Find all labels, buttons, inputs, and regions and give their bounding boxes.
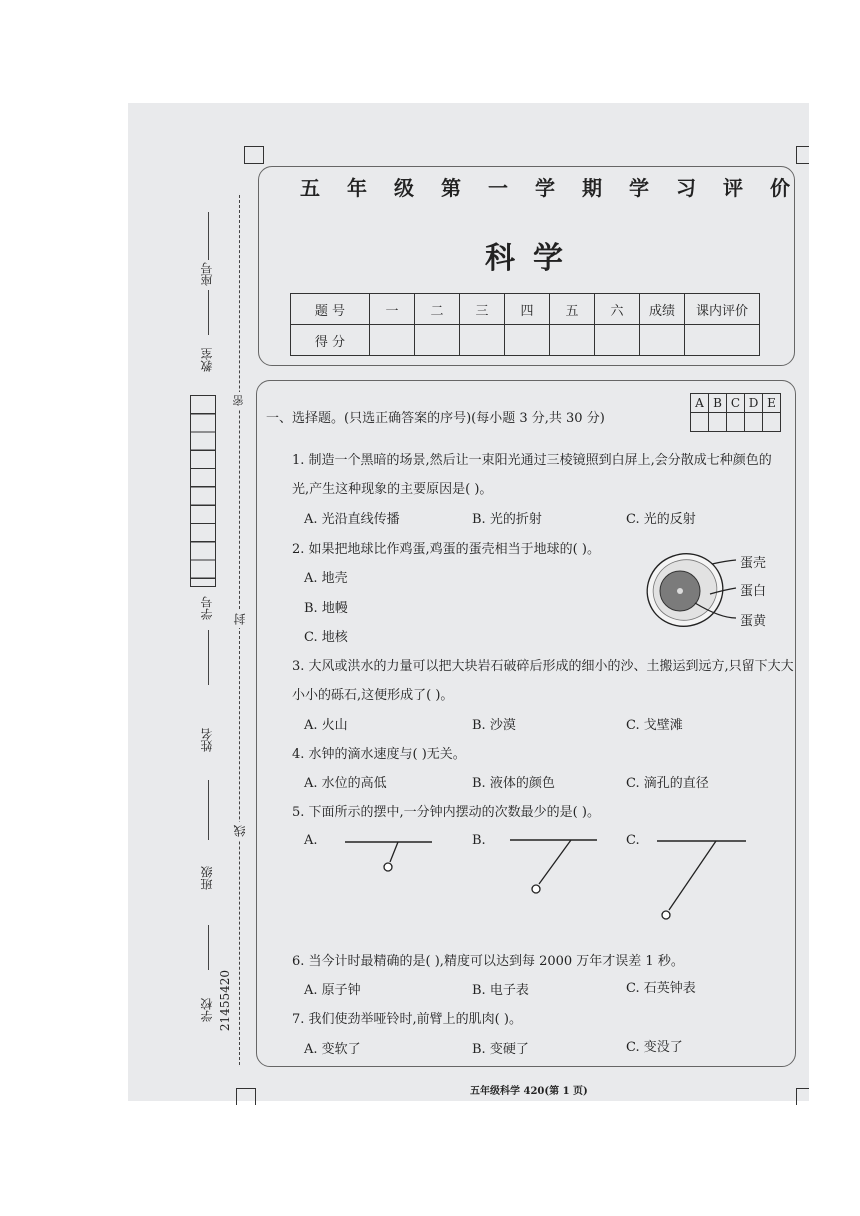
- question-4-option-b[interactable]: B. 液体的颜色: [472, 776, 555, 791]
- grade-cell: C: [727, 394, 745, 413]
- question-2-option-b[interactable]: B. 地幔: [304, 601, 348, 616]
- question-6-option-b[interactable]: B. 电子表: [472, 983, 529, 998]
- section-heading: 一、选择题。(只选正确答案的序号)(每小题 3 分,共 30 分): [266, 411, 605, 426]
- school-label: 学校: [200, 998, 214, 1022]
- question-3-stem: 3. 大风或洪水的力量可以把大块岩石破碎后形成的细小的沙、土搬运到远方,只留下大大: [292, 659, 794, 674]
- room-label: 教室: [200, 348, 214, 372]
- score-entry-cell[interactable]: [640, 325, 685, 356]
- score-header-cell: 四: [505, 294, 550, 325]
- binding-dashed-line: [239, 195, 240, 1065]
- score-entry-cell[interactable]: [685, 325, 760, 356]
- title-char: 习: [676, 176, 696, 200]
- pendulum-b-diagram: [505, 834, 605, 899]
- score-row-label: 得 分: [291, 325, 370, 356]
- title-char: 级: [394, 176, 414, 200]
- question-1-option-c[interactable]: C. 光的反射: [626, 512, 696, 527]
- class-label: 班级: [200, 866, 214, 890]
- question-2-option-a[interactable]: A. 地壳: [304, 571, 348, 586]
- title-char: 第: [441, 176, 461, 200]
- pendulum-c-diagram: [652, 834, 752, 926]
- question-6-stem: 6. 当今计时最精确的是( ),精度可以达到每 2000 万年才误差 1 秒。: [292, 954, 684, 969]
- subject-title: 科学: [485, 241, 581, 276]
- question-1-option-a[interactable]: A. 光沿直线传播: [304, 512, 400, 527]
- title-char: 一: [488, 176, 508, 200]
- score-entry-cell[interactable]: [370, 325, 415, 356]
- student-number-boxes[interactable]: [190, 395, 216, 587]
- seal-label-xian: 线: [231, 822, 248, 840]
- title-char: 学: [535, 176, 555, 200]
- title-char: 评: [723, 176, 743, 200]
- question-7-stem: 7. 我们使劲举哑铃时,前臂上的肌肉( )。: [292, 1012, 522, 1027]
- question-2-option-c[interactable]: C. 地核: [304, 630, 348, 645]
- score-header-cell: 成绩: [640, 294, 685, 325]
- score-entry-cell[interactable]: [460, 325, 505, 356]
- score-entry-cell[interactable]: [550, 325, 595, 356]
- question-3-stem-cont: 小小的砾石,这便形成了( )。: [292, 688, 454, 703]
- room-field-line: [208, 290, 209, 335]
- registration-mark-top-right: [796, 146, 809, 164]
- question-3-option-a[interactable]: A. 火山: [304, 718, 348, 733]
- grade-cell: D: [745, 394, 763, 413]
- grade-mark-cell[interactable]: [691, 413, 709, 432]
- score-header-cell: 六: [595, 294, 640, 325]
- shell-pointer: [712, 560, 736, 564]
- title-char: 期: [582, 176, 602, 200]
- seal-label-mi: 密: [231, 392, 247, 409]
- title-char: 五: [300, 176, 320, 200]
- class-field-line[interactable]: [208, 780, 209, 840]
- question-4-stem: 4. 水钟的滴水速度与( )无关。: [292, 747, 466, 762]
- question-2-stem: 2. 如果把地球比作鸡蛋,鸡蛋的蛋壳相当于地球的( )。: [292, 542, 600, 557]
- seat-label: 座号: [200, 262, 214, 286]
- score-header-cell: 二: [415, 294, 460, 325]
- grade-mark-cell[interactable]: [709, 413, 727, 432]
- question-1-option-b[interactable]: B. 光的折射: [472, 512, 542, 527]
- score-table: [290, 293, 760, 356]
- score-entry-cell[interactable]: [595, 325, 640, 356]
- registration-mark-bottom-left: [236, 1088, 256, 1105]
- seat-field-line: [208, 212, 209, 260]
- question-7-option-c[interactable]: C. 变没了: [626, 1040, 683, 1055]
- question-5-option-a[interactable]: A.: [304, 833, 318, 848]
- question-5-option-b[interactable]: B.: [472, 833, 486, 848]
- registration-mark-top-left: [244, 146, 264, 164]
- question-3-option-b[interactable]: B. 沙漠: [472, 718, 516, 733]
- egg-yolk-center: [677, 588, 683, 594]
- exam-title: [300, 172, 790, 201]
- egg-label-shell: 蛋壳: [740, 556, 767, 571]
- grade-cell: E: [763, 394, 781, 413]
- question-1-stem: 1. 制造一个黑暗的场景,然后让一束阳光通过三棱镜照到白屏上,会分散成七种颜色的: [292, 453, 772, 468]
- grade-table: [690, 393, 781, 432]
- question-6-option-c[interactable]: C. 石英钟表: [626, 981, 696, 996]
- question-4-option-a[interactable]: A. 水位的高低: [304, 776, 387, 791]
- question-5-option-c[interactable]: C.: [626, 833, 640, 848]
- score-entry-cell[interactable]: [505, 325, 550, 356]
- registration-mark-bottom-right: [796, 1088, 809, 1105]
- page-footer: 五年级科学 420(第 1 页): [470, 1086, 588, 1097]
- grade-mark-cell[interactable]: [727, 413, 745, 432]
- grade-mark-cell[interactable]: [763, 413, 781, 432]
- score-header-cell: 课内评价: [685, 294, 760, 325]
- pendulum-a-diagram: [340, 834, 440, 884]
- name-field-line[interactable]: [208, 630, 209, 685]
- question-6-option-a[interactable]: A. 原子钟: [304, 983, 361, 998]
- egg-label-white: 蛋白: [740, 584, 767, 599]
- title-char: 学: [629, 176, 649, 200]
- question-7-option-a[interactable]: A. 变软了: [304, 1042, 361, 1057]
- student-number-label: 学号: [200, 596, 214, 620]
- question-5-stem: 5. 下面所示的摆中,一分钟内摆动的次数最少的是( )。: [292, 805, 600, 820]
- name-label: 姓名: [200, 728, 214, 752]
- score-entry-cell[interactable]: [415, 325, 460, 356]
- title-char: 年: [347, 176, 367, 200]
- question-3-option-c[interactable]: C. 戈壁滩: [626, 718, 683, 733]
- score-header-cell: 三: [460, 294, 505, 325]
- grade-mark-cell[interactable]: [745, 413, 763, 432]
- grade-cell: A: [691, 394, 709, 413]
- title-char: 价: [770, 176, 790, 200]
- score-header-cell: 一: [370, 294, 415, 325]
- question-4-option-c[interactable]: C. 滴孔的直径: [626, 776, 709, 791]
- grade-cell: B: [709, 394, 727, 413]
- egg-label-yolk: 蛋黄: [740, 614, 767, 629]
- seal-label-feng: 封: [231, 610, 248, 628]
- paper-code: 21455420: [218, 970, 232, 1032]
- score-header-cell: 五: [550, 294, 595, 325]
- school-field-line[interactable]: [208, 925, 209, 970]
- question-1-stem-cont: 光,产生这种现象的主要原因是( )。: [292, 482, 493, 497]
- score-header-cell: 题 号: [291, 294, 370, 325]
- question-7-option-b[interactable]: B. 变硬了: [472, 1042, 529, 1057]
